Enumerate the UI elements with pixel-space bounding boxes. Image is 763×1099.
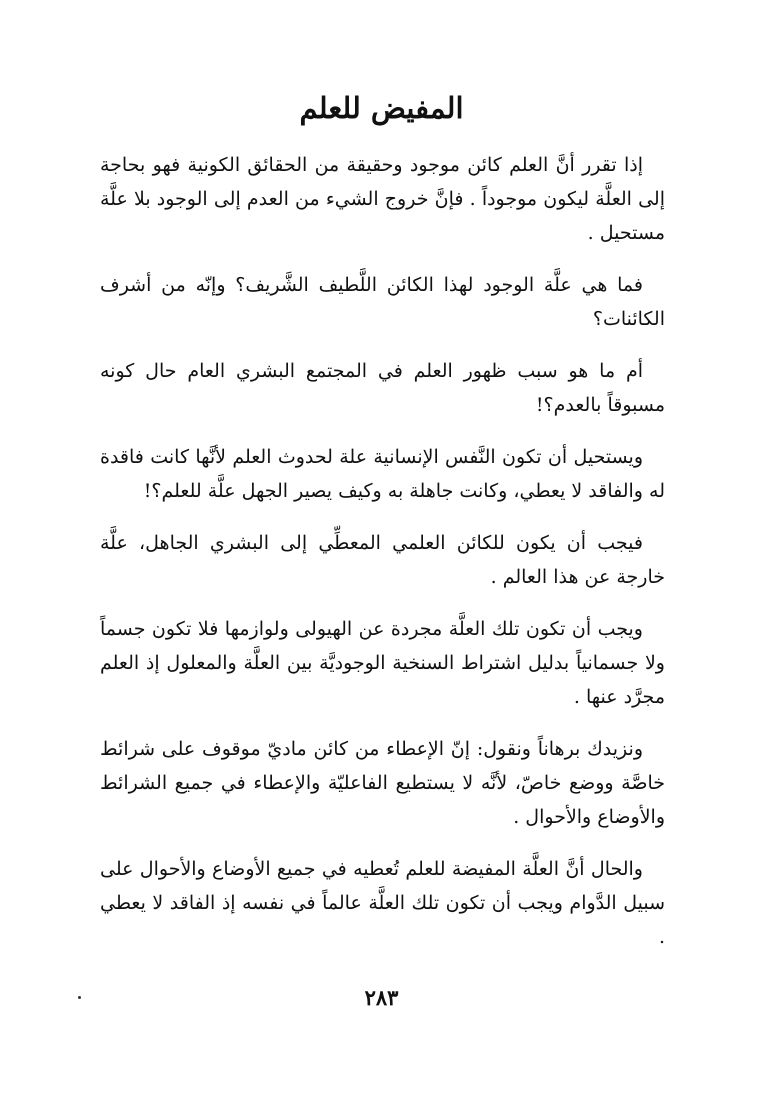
page-title: المفيض للعلم [299,91,464,125]
paragraph-4: ويستحيل أن تكون النَّفس الإنسانية علة لحدوث العلم لأنَّها كانت فاقدة له والفاقد لا يعطي، وكانت جاهلة به وكيف يصير الجهل علَّة للعلم؟! [100,446,665,502]
paragraph-1: إذا تقرر أنَّ العلم كائن موجود وحقيقة من الحقائق الكونية فهو بحاجة إلى العلَّة ليكون موجوداً . فإنَّ خروج الشيء من العدم إلى الوجود بلا علَّة مستحيل . [100,154,665,244]
paragraph-5: فيجب أن يكون للكائن العلمي المعطِّي إلى البشري الجاهل، علَّة خارجة عن هذا العالم . [100,532,665,588]
paragraph-3: أم ما هو سبب ظهور العلم في المجتمع البشري العام حال كونه مسبوقاً بالعدم؟! [100,360,665,416]
body-text [100,148,665,972]
paragraph-8: والحال أنَّ العلَّة المفيضة للعلم تُعطيه في جميع الأوضاع والأحوال على سبيل الدَّوام ويجب أن تكون تلك العلَّة عالماً في نفسه إذ الفاقد لا يعطي . [100,858,665,948]
paragraph-7: ونزيدك برهاناً ونقول: إنّ الإعطاء من كائن ماديّ موقوف على شرائط خاصَّة ووضع خاصّ، لأنَّه لا يستطيع الفاعليّة والإعطاء في جميع الشرائط والأوضاع والأحوال . [100,738,665,828]
paragraph-2: فما هي علَّة الوجود لهذا الكائن اللَّطيف الشَّريف؟ وإنّه من أشرف الكائنات؟ [100,274,665,330]
paragraph-6: ويجب أن تكون تلك العلَّة مجردة عن الهيولى ولوازمها فلا تكون جسماً ولا جسمانياً بدليل اشتراط السنخية الوجوديَّة بين العلَّة والمعلول إذ العلم مجرَّد عنها . [100,618,665,708]
page-number: ٢٨٣ [364,985,399,1010]
